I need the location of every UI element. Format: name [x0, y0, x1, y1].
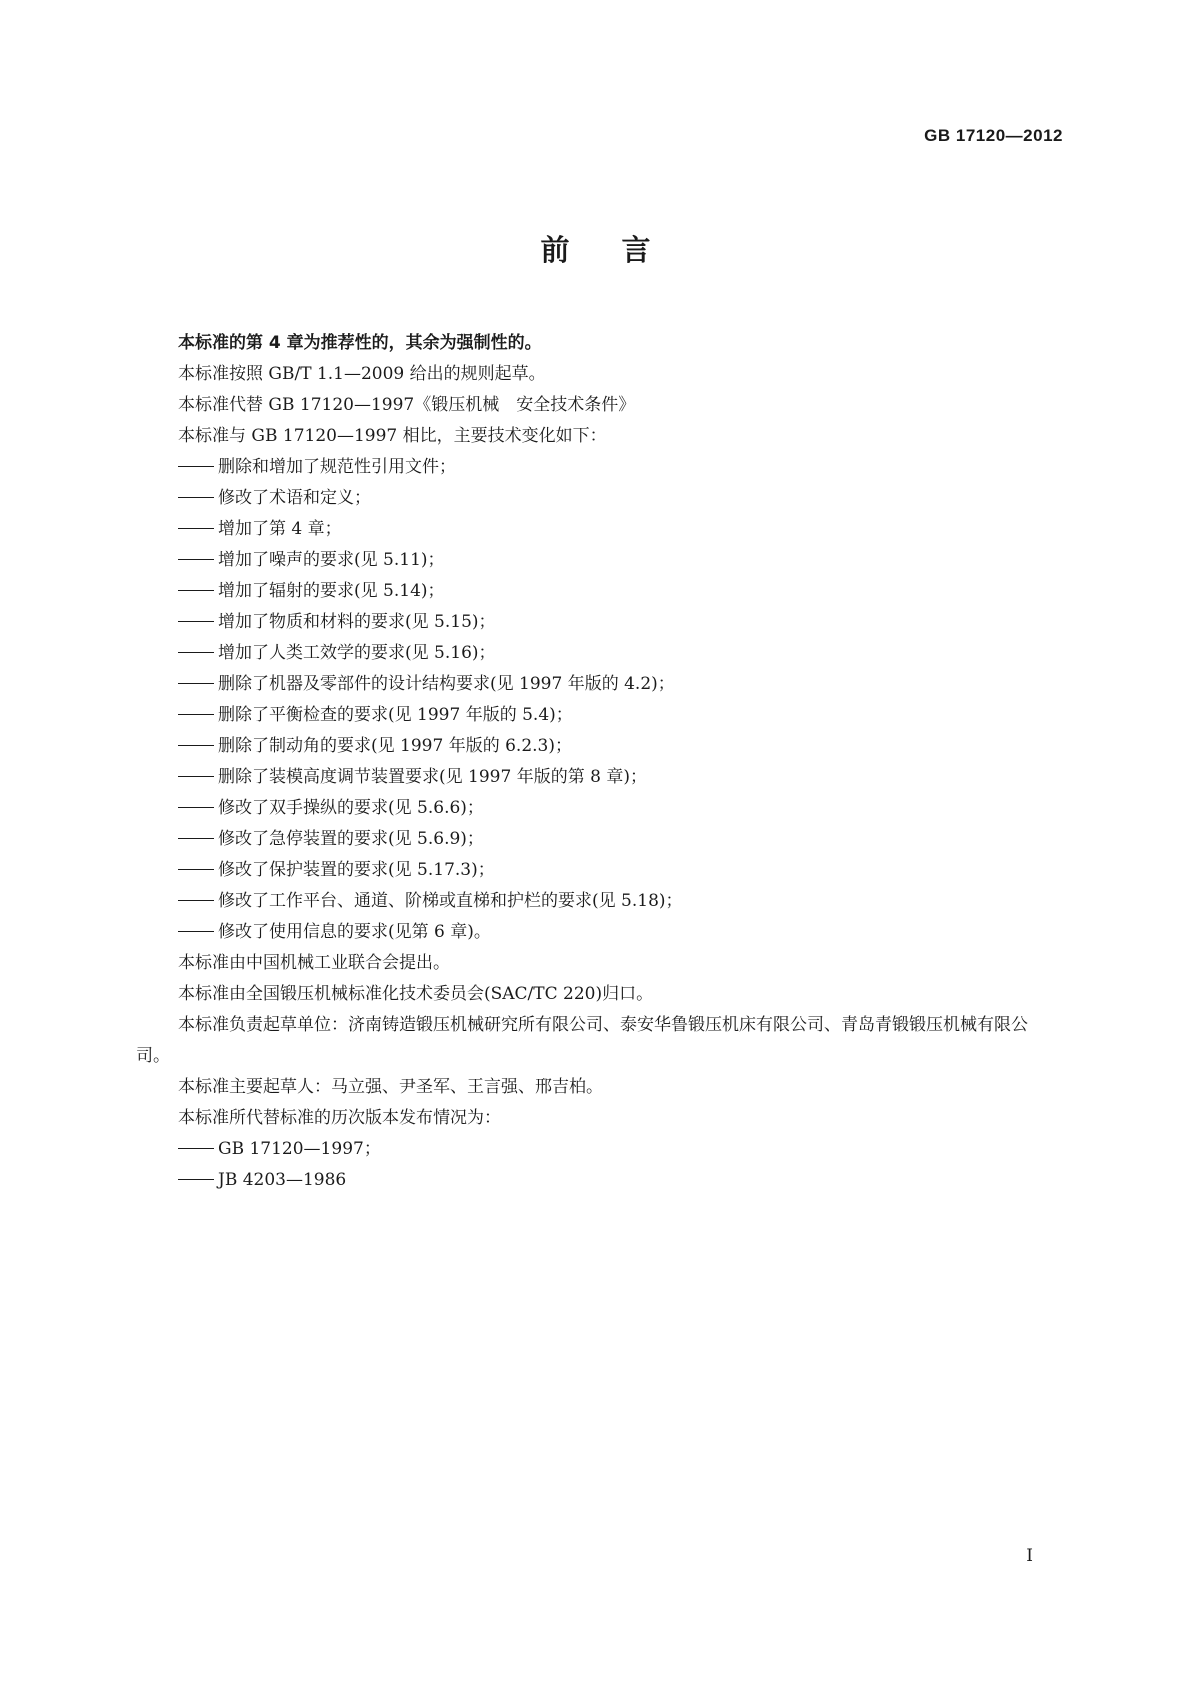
list-item [136, 731, 1061, 762]
list-item [136, 793, 1061, 824]
list-item [136, 1165, 1061, 1196]
document-body [136, 328, 1061, 1196]
dash-marker [178, 838, 214, 839]
list-item [136, 483, 1061, 514]
list-item-text: 增加了人类工效学的要求(见 5.16)； [218, 643, 496, 663]
paragraph-version-history: 本标准所代替标准的历次版本发布情况为： [178, 1108, 501, 1128]
list-item [136, 824, 1061, 855]
dash-marker [178, 776, 214, 777]
dash-marker [178, 931, 214, 932]
list-item-text: JB 4203—1986 [218, 1170, 347, 1190]
dash-marker [178, 652, 214, 653]
list-item-text: 修改了使用信息的要求(见第 6 章)。 [218, 922, 491, 942]
list-item-text: 删除了机器及零部件的设计结构要求(见 1997 年版的 4.2)； [218, 674, 675, 694]
list-item [136, 545, 1061, 576]
list-item [136, 700, 1061, 731]
list-item-text: 删除了制动角的要求(见 1997 年版的 6.2.3)； [218, 736, 572, 756]
list-item [136, 669, 1061, 700]
list-item [136, 638, 1061, 669]
dash-marker [178, 714, 214, 715]
list-item-text: 修改了双手操纵的要求(见 5.6.6)； [218, 798, 484, 818]
dash-marker [178, 621, 214, 622]
dash-marker [178, 1148, 214, 1149]
dash-marker [178, 869, 214, 870]
list-item-text: 增加了物质和材料的要求(见 5.15)； [218, 612, 496, 632]
paragraph-replaces: 本标准代替 GB 17120—1997《锻压机械 安全技术条件》 [178, 395, 636, 415]
dash-marker [178, 559, 214, 560]
list-item [136, 855, 1061, 886]
dash-marker [178, 466, 214, 467]
list-item [136, 886, 1061, 917]
list-item [136, 576, 1061, 607]
dash-marker [178, 807, 214, 808]
dash-marker [178, 900, 214, 901]
paragraph-drafters: 本标准主要起草人：马立强、尹圣军、王言强、邢吉柏。 [178, 1077, 603, 1097]
list-item [136, 452, 1061, 483]
dash-marker [178, 745, 214, 746]
dash-marker [178, 683, 214, 684]
list-item-text: 删除了平衡检查的要求(见 1997 年版的 5.4)； [218, 705, 573, 725]
list-item-text: 修改了术语和定义； [218, 488, 371, 508]
list-item-text: 修改了急停装置的要求(见 5.6.9)； [218, 829, 484, 849]
list-item [136, 1134, 1061, 1165]
list-item [136, 917, 1061, 948]
paragraph-drafting-rules: 本标准按照 GB/T 1.1—2009 给出的规则起草。 [178, 364, 546, 384]
list-item-text: 修改了保护装置的要求(见 5.17.3)； [218, 860, 495, 880]
list-item-text: 删除和增加了规范性引用文件； [218, 457, 456, 477]
dash-marker [178, 1179, 214, 1180]
list-item-text: 增加了噪声的要求(见 5.11)； [218, 550, 445, 570]
page-title: 前言 [540, 233, 703, 267]
paragraph-drafting-units: 本标准负责起草单位：济南铸造锻压机械研究所有限公司、泰安华鲁锻压机床有限公司、青岛青锻锻压机械有限公司。 [136, 1015, 1028, 1066]
list-item [136, 762, 1061, 793]
dash-marker [178, 497, 214, 498]
list-item [136, 514, 1061, 545]
paragraph-proposed-by: 本标准由中国机械工业联合会提出。 [178, 953, 450, 973]
list-item-text: 删除了装模高度调节装置要求(见 1997 年版的第 8 章)； [218, 767, 647, 787]
page-number: I [1026, 1546, 1033, 1566]
paragraph-changes-intro: 本标准与 GB 17120—1997 相比，主要技术变化如下： [178, 426, 607, 446]
list-item-text: 增加了第 4 章； [218, 519, 342, 539]
list-item-text: 修改了工作平台、通道、阶梯或直梯和护栏的要求(见 5.18)； [218, 891, 683, 911]
standard-code: GB 17120—2012 [924, 126, 1063, 145]
list-item [136, 607, 1061, 638]
dash-marker [178, 590, 214, 591]
list-item-text: 增加了辐射的要求(见 5.14)； [218, 581, 445, 601]
dash-marker [178, 528, 214, 529]
paragraph-centralized-by: 本标准由全国锻压机械标准化技术委员会(SAC/TC 220)归口。 [178, 984, 654, 1004]
paragraph-mandatory-note: 本标准的第 4 章为推荐性的，其余为强制性的。 [178, 333, 542, 353]
list-item-text: GB 17120—1997； [218, 1139, 381, 1159]
